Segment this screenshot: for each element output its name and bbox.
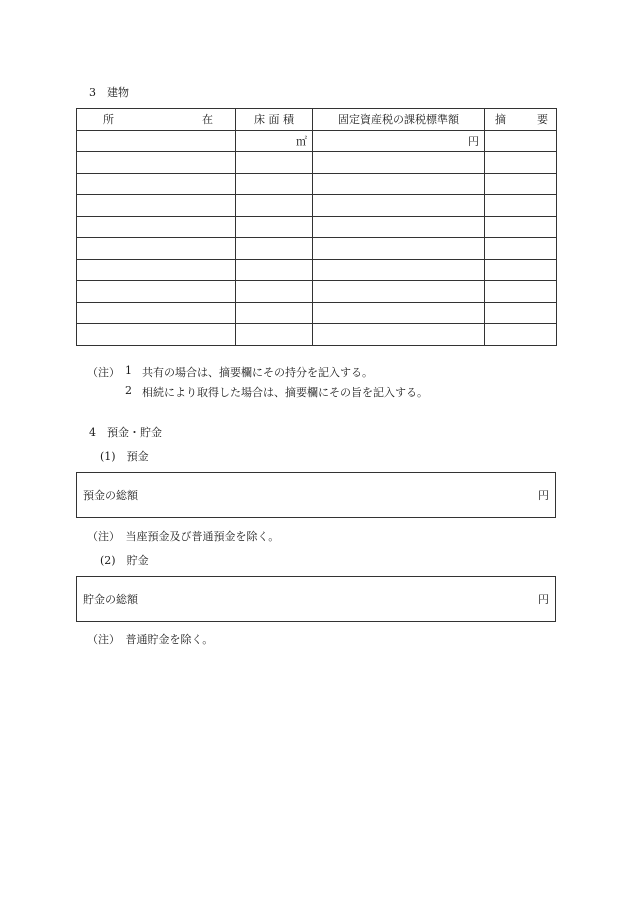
tax-value-cell[interactable] xyxy=(313,302,485,324)
deposits-total-label: 預金の総額 xyxy=(83,489,138,502)
floor-area-cell[interactable] xyxy=(236,152,313,174)
remarks-cell[interactable] xyxy=(485,281,557,303)
note2-text: 相続により取得した場合は、摘要欄にその旨を記入する。 xyxy=(142,386,428,399)
tax-value-cell[interactable] xyxy=(313,238,485,260)
location-cell[interactable] xyxy=(77,302,236,324)
deposits-note: （注） 当座預金及び普通預金を除く。 xyxy=(87,530,280,543)
remarks-cell[interactable] xyxy=(485,259,557,281)
remarks-cell[interactable] xyxy=(485,195,557,217)
location-cell[interactable] xyxy=(77,238,236,260)
section4-heading: 4 預金・貯金 xyxy=(89,426,162,439)
buildings-table xyxy=(76,108,557,346)
floor-area-cell[interactable] xyxy=(236,324,313,346)
table-row xyxy=(77,152,557,174)
location-cell[interactable] xyxy=(77,324,236,346)
deposits-heading: (1) 預金 xyxy=(100,450,149,463)
remarks-cell[interactable] xyxy=(485,130,557,152)
tax-value-cell[interactable] xyxy=(313,195,485,217)
savings-total-label: 貯金の総額 xyxy=(83,593,138,606)
floor-area-cell[interactable] xyxy=(236,281,313,303)
savings-total-unit: 円 xyxy=(538,593,549,606)
header-tax-value: 固定資産税の課税標準額 xyxy=(313,109,485,131)
remarks-cell[interactable] xyxy=(485,216,557,238)
table-row xyxy=(77,130,557,152)
savings-note: （注） 普通貯金を除く。 xyxy=(87,633,214,646)
tax-value-cell[interactable] xyxy=(313,324,485,346)
remarks-cell[interactable] xyxy=(485,302,557,324)
header-location: 所 在 xyxy=(77,109,236,131)
location-cell[interactable] xyxy=(77,259,236,281)
table-row xyxy=(77,195,557,217)
remarks-cell[interactable] xyxy=(485,324,557,346)
note1-text: 共有の場合は、摘要欄にその持分を記入する。 xyxy=(142,366,373,379)
floor-area-cell[interactable] xyxy=(236,259,313,281)
savings-heading: (2) 貯金 xyxy=(100,554,149,567)
table-row xyxy=(77,216,557,238)
location-cell[interactable] xyxy=(77,152,236,174)
deposits-total-field[interactable] xyxy=(76,472,556,518)
header-floor-area: 床 面 積 xyxy=(236,109,313,131)
table-row xyxy=(77,259,557,281)
floor-area-cell[interactable] xyxy=(236,173,313,195)
table-row xyxy=(77,302,557,324)
remarks-cell[interactable] xyxy=(485,238,557,260)
location-cell[interactable] xyxy=(77,281,236,303)
table-header-row xyxy=(77,109,557,131)
savings-total-field[interactable] xyxy=(76,576,556,622)
tax-value-cell[interactable] xyxy=(313,173,485,195)
tax-value-cell[interactable] xyxy=(313,216,485,238)
deposits-total-unit: 円 xyxy=(538,489,549,502)
location-cell[interactable] xyxy=(77,195,236,217)
floor-area-cell[interactable] xyxy=(236,195,313,217)
note-label: （注） xyxy=(87,366,120,379)
tax-value-cell[interactable] xyxy=(313,130,485,152)
header-remarks: 摘 要 xyxy=(485,109,557,131)
floor-area-cell[interactable] xyxy=(236,130,313,152)
tax-value-cell[interactable] xyxy=(313,281,485,303)
remarks-cell[interactable] xyxy=(485,173,557,195)
note1-number: 1 xyxy=(125,364,132,377)
floor-area-cell[interactable] xyxy=(236,216,313,238)
floor-area-cell[interactable] xyxy=(236,302,313,324)
location-cell[interactable] xyxy=(77,173,236,195)
section3-heading: 3 建物 xyxy=(89,86,129,99)
location-cell[interactable] xyxy=(77,216,236,238)
unit-yen: 円 xyxy=(468,134,479,148)
floor-area-cell[interactable] xyxy=(236,238,313,260)
table-row xyxy=(77,238,557,260)
remarks-cell[interactable] xyxy=(485,152,557,174)
location-cell[interactable] xyxy=(77,130,236,152)
note2-number: 2 xyxy=(125,384,132,397)
table-row xyxy=(77,324,557,346)
table-row xyxy=(77,281,557,303)
table-row xyxy=(77,173,557,195)
unit-area: ㎡ xyxy=(296,134,307,148)
tax-value-cell[interactable] xyxy=(313,152,485,174)
tax-value-cell[interactable] xyxy=(313,259,485,281)
